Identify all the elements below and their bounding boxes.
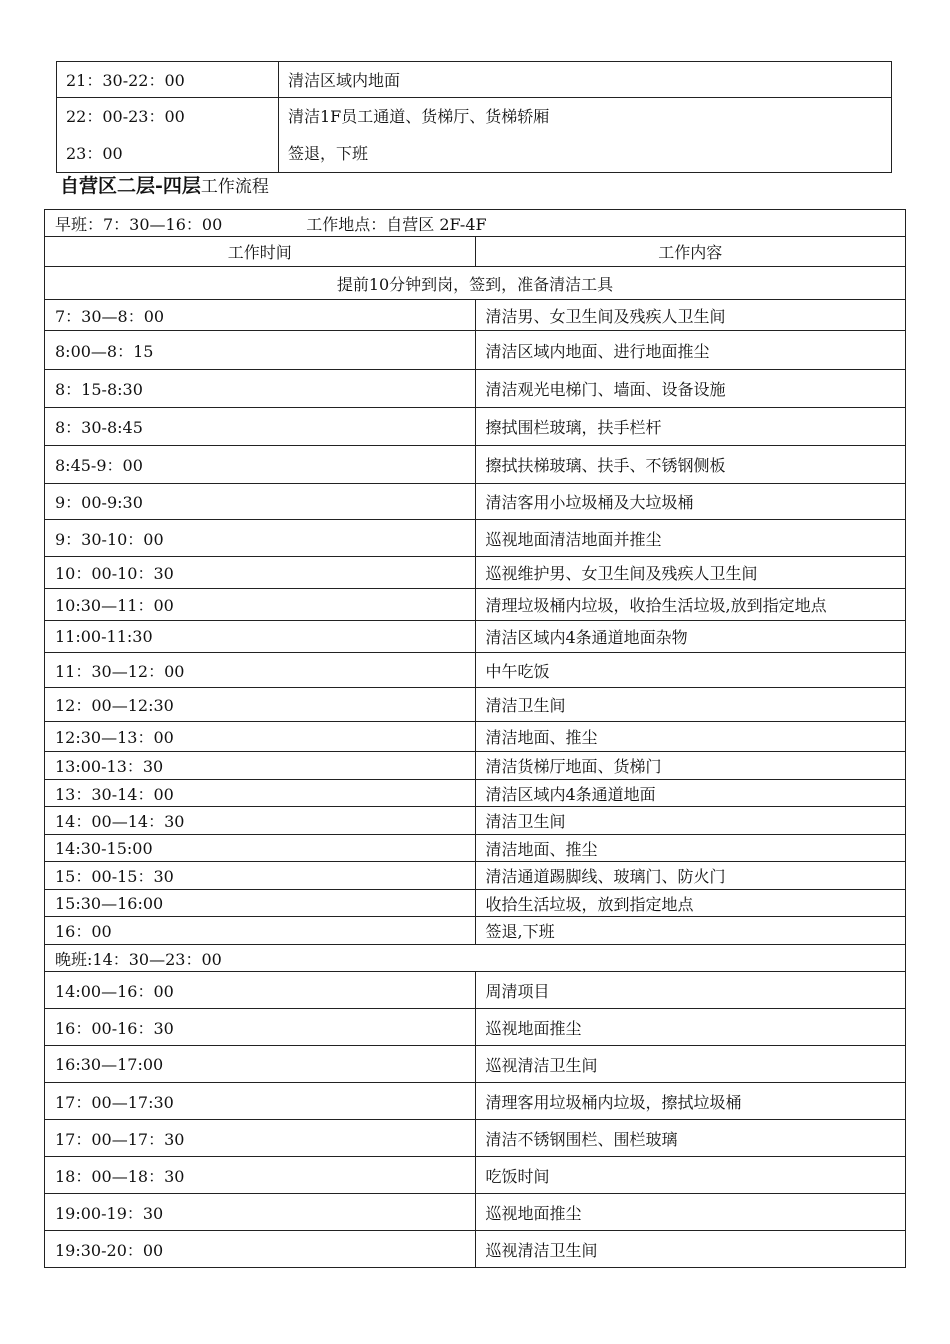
task-cell [279, 98, 892, 173]
task-line: 清洁1F员工通道、货梯厅、货梯轿厢 [288, 107, 550, 126]
task-cell: 清理垃圾桶内垃圾，收拾生活垃圾,放到指定地点 [475, 589, 906, 621]
time-cell: 14:00—16：00 [45, 972, 476, 1009]
table-row [45, 408, 906, 446]
table-row [45, 890, 906, 917]
table-row [45, 752, 906, 780]
shift-info-row [45, 210, 906, 237]
table-row [45, 446, 906, 484]
task-cell: 吃饭时间 [475, 1157, 906, 1194]
task-cell: 中午吃饭 [475, 653, 906, 688]
table-row [45, 589, 906, 621]
header-time: 工作时间 [45, 237, 476, 267]
table-row [45, 370, 906, 408]
table-row [45, 972, 906, 1009]
time-cell: 14：00—14：30 [45, 807, 476, 835]
table-row [45, 1046, 906, 1083]
time-cell: 13：30-14：00 [45, 780, 476, 807]
header-row [45, 237, 906, 267]
time-cell: 12：00—12:30 [45, 688, 476, 722]
time-cell: 8：15-8:30 [45, 370, 476, 408]
table-row [45, 653, 906, 688]
time-cell: 21：30-22：00 [57, 62, 279, 98]
time-cell: 16：00-16：30 [45, 1009, 476, 1046]
table-row [45, 1157, 906, 1194]
task-cell: 清洁地面、推尘 [475, 835, 906, 862]
time-line: 22：00-23：00 [66, 107, 185, 126]
table-row [45, 331, 906, 370]
time-cell: 16：00 [45, 917, 476, 945]
time-cell [57, 98, 279, 173]
time-cell: 10：00-10：30 [45, 557, 476, 589]
task-cell: 清洁区域内4条通道地面 [475, 780, 906, 807]
table-row [45, 1120, 906, 1157]
table-row [45, 300, 906, 331]
task-cell: 清洁客用小垃圾桶及大垃圾桶 [475, 484, 906, 520]
table-row [45, 1194, 906, 1231]
task-cell: 巡视维护男、女卫生间及残疾人卫生间 [475, 557, 906, 589]
task-cell: 清洁不锈钢围栏、围栏玻璃 [475, 1120, 906, 1157]
task-cell: 巡视清洁卫生间 [475, 1046, 906, 1083]
task-line: 签退，下班 [288, 144, 369, 163]
early-shift-label: 早班：7：30—16：00 [55, 214, 223, 234]
table-row [45, 807, 906, 835]
table-row [57, 98, 892, 173]
task-cell: 清洁卫生间 [475, 807, 906, 835]
time-cell: 8:00—8：15 [45, 331, 476, 370]
task-cell: 巡视地面推尘 [475, 1009, 906, 1046]
task-cell: 擦拭扶梯玻璃、扶手、不锈钢侧板 [475, 446, 906, 484]
time-cell: 11:00-11:30 [45, 621, 476, 653]
pre-note-cell: 提前10分钟到岗，签到，准备清洁工具 [45, 267, 906, 300]
task-cell: 周清项目 [475, 972, 906, 1009]
late-shift-label: 晚班:14：30—23：00 [45, 945, 906, 972]
time-cell: 9：00-9:30 [45, 484, 476, 520]
task-cell: 巡视地面推尘 [475, 1194, 906, 1231]
task-cell: 清理客用垃圾桶内垃圾，擦拭垃圾桶 [475, 1083, 906, 1120]
table-row [45, 917, 906, 945]
table-row [45, 621, 906, 653]
table-row [57, 62, 892, 98]
table-row [45, 835, 906, 862]
shift-info-cell [45, 210, 906, 237]
top-schedule-table [56, 61, 892, 173]
table-row [45, 1231, 906, 1268]
time-cell: 12:30—13：00 [45, 722, 476, 752]
time-cell: 10:30—11：00 [45, 589, 476, 621]
time-cell: 17：00—17：30 [45, 1120, 476, 1157]
main-schedule-table [44, 209, 906, 1268]
task-cell: 清洁地面、推尘 [475, 722, 906, 752]
section-title [60, 172, 269, 200]
time-line: 23：00 [66, 144, 123, 163]
task-cell: 清洁通道踢脚线、玻璃门、防火门 [475, 862, 906, 890]
task-cell: 巡视地面清洁地面并推尘 [475, 520, 906, 557]
header-content: 工作内容 [475, 237, 906, 267]
time-cell: 16:30—17:00 [45, 1046, 476, 1083]
time-cell: 8:45-9：00 [45, 446, 476, 484]
task-cell: 清洁货梯厅地面、货梯门 [475, 752, 906, 780]
time-cell: 7：30—8：00 [45, 300, 476, 331]
task-cell: 清洁区域内4条通道地面杂物 [475, 621, 906, 653]
table-row [45, 520, 906, 557]
time-cell: 11：30—12：00 [45, 653, 476, 688]
table-row [45, 722, 906, 752]
time-cell: 18：00—18：30 [45, 1157, 476, 1194]
task-cell: 清洁区域内地面 [279, 62, 892, 98]
pre-note-row [45, 267, 906, 300]
time-cell: 8：30-8:45 [45, 408, 476, 446]
task-cell: 清洁男、女卫生间及残疾人卫生间 [475, 300, 906, 331]
task-cell: 收拾生活垃圾，放到指定地点 [475, 890, 906, 917]
late-shift-row [45, 945, 906, 972]
table-row [45, 688, 906, 722]
time-cell: 9：30-10：00 [45, 520, 476, 557]
table-row [45, 557, 906, 589]
table-row [45, 1083, 906, 1120]
task-cell: 清洁观光电梯门、墙面、设备设施 [475, 370, 906, 408]
table-row [45, 484, 906, 520]
section-title-bold: 自营区二层-四层 [60, 175, 201, 197]
time-cell: 19:00-19：30 [45, 1194, 476, 1231]
time-cell: 17：00—17:30 [45, 1083, 476, 1120]
task-cell: 巡视清洁卫生间 [475, 1231, 906, 1268]
time-cell: 13:00-13：30 [45, 752, 476, 780]
main-schedule-body [45, 210, 906, 1268]
task-cell: 擦拭围栏玻璃，扶手栏杆 [475, 408, 906, 446]
time-cell: 14:30-15:00 [45, 835, 476, 862]
section-title-rest: 工作流程 [200, 177, 269, 197]
table-row [45, 862, 906, 890]
task-cell: 签退,下班 [475, 917, 906, 945]
table-row [45, 780, 906, 807]
work-location-label: 工作地点：自营区 2F-4F [306, 214, 487, 234]
time-cell: 15：00-15：30 [45, 862, 476, 890]
task-cell: 清洁卫生间 [475, 688, 906, 722]
time-cell: 19:30-20：00 [45, 1231, 476, 1268]
table-row [45, 1009, 906, 1046]
time-cell: 15:30—16:00 [45, 890, 476, 917]
task-cell: 清洁区域内地面、进行地面推尘 [475, 331, 906, 370]
